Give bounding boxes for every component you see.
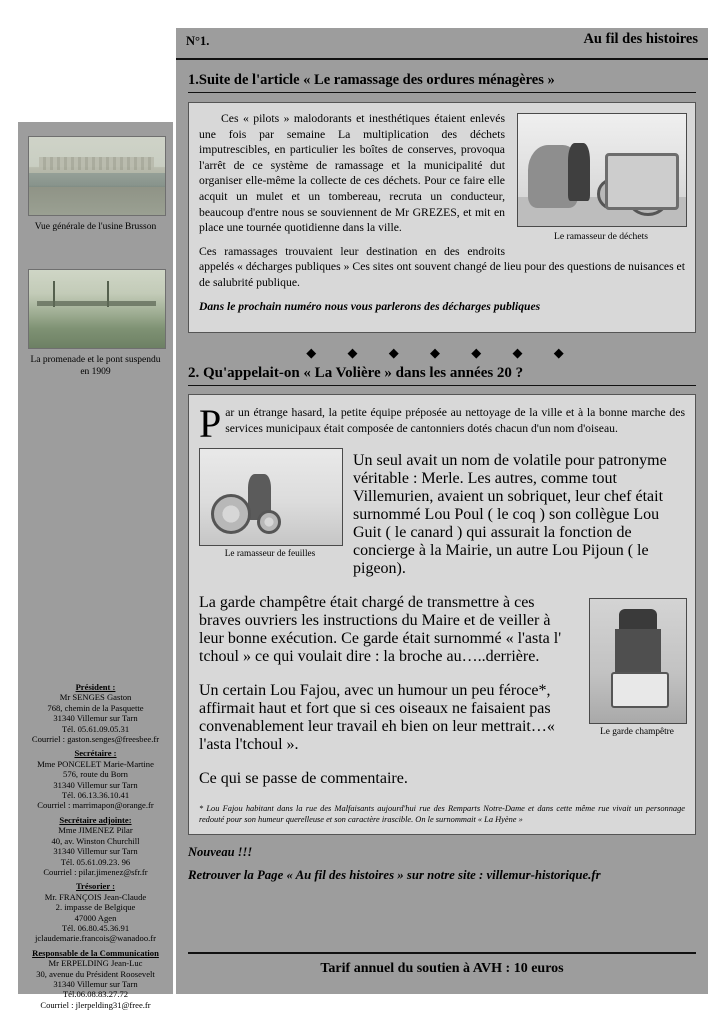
main-content (176, 28, 708, 994)
ramasseur-feuilles-image (199, 448, 343, 546)
cart-wheel-icon (257, 510, 281, 534)
contact-email[interactable]: Courriel : jlerpelding31@free.fr (40, 999, 151, 1010)
article1-body (188, 102, 696, 333)
article2-paragraph: Un certain Lou Fajou, avec un humour un peu féroce*, affirmait haut et fort que si ces oiseaux ne faisaient pas convenablement leur travail eh bien on leur mettrait…« l'asta l'tchoul ». (199, 682, 555, 754)
contact-email[interactable]: Courriel : gaston.senges@freesbee.fr (31, 734, 160, 745)
contact-line: Tél. 05.61.09.23. 96 (60, 856, 131, 867)
issue-number: N°1. (186, 34, 210, 48)
article2-footnote: * Lou Fajou habitant dans la rue des Malfaisants aujourd'hui rue des Remparts Notre-Dame et dans cette même rue vivait un personnage redouté pour son humeur querelleuse et son caractère irascible. On le surnommait « La Hyène » (199, 804, 685, 824)
article1-paragraph: Ces ramassages trouvaient leur destination en des endroits appelés « décharges publiques » Ces sites ont souvent changé de lieu pour des questions de nuisances et de salubrité publique. (199, 244, 685, 289)
contact-email[interactable]: Courriel : pilar.jimenez@sfr.fr (43, 866, 148, 877)
contacts-block (18, 682, 173, 1014)
article1-teaser: Dans le prochain numéro nous vous parlerons des décharges publiques (199, 299, 541, 313)
contact-role: Trésorier : (75, 881, 116, 892)
contact-role: Président : (75, 682, 116, 692)
figure-caption: Le garde champêtre (600, 727, 674, 738)
contact-line: 768, chemin de la Pasquette (47, 702, 144, 713)
promenade-pont-photo (28, 269, 166, 349)
contact-line: Tél. 06.80.45.36.91 (61, 922, 130, 933)
cart-wheel-icon (211, 494, 251, 534)
contact-email[interactable]: Courriel : marrimapon@orange.fr (37, 800, 154, 811)
contact-communication (18, 948, 173, 1010)
article2-paragraph: Ce qui se passe de commentaire. (199, 770, 408, 788)
article2-paragraph: Un seul avait un nom de volatile pour patronyme véritable : Merle. Les autres, comme tout Villemurien, avaient un sobriquet, leur chef était surnommé Lou Poul ( le coq ) son collègue Lou Guit ( le canard ) qui assurait la fonction de concierge à la Mairie, un autre Lou Pijoun ( le pigeon). (353, 452, 667, 578)
cart-wheel-icon (625, 170, 671, 216)
contact-line: 576, route du Born (63, 769, 128, 780)
article1-paragraph: Ces « pilots » malodorants et inesthétiques étaient enlevés une fois par semaine La multiplication des déchets imputrescibles, en particulier les boîtes de conserves, provoqua l'arrêt de ce système de ramassage et la municipalité dut organiser elle-même la collecte de ces déchets. Pour ce faire elle acquit un mulet et un tombereau, recruta un conducteur, beaucoup d'entre nous se souviennent de Mr GREZES, et mit en place une tournée quotidienne dans la ville. (199, 112, 505, 235)
contact-tresorier (18, 881, 173, 943)
contact-line: 2. impasse de Belgique (55, 902, 136, 913)
promenade-pont-caption: La promenade et le pont suspendu en 1909 (30, 355, 161, 377)
usine-brusson-caption: Vue générale de l'usine Brusson (34, 222, 157, 232)
sidebar-photo-2 (28, 269, 164, 378)
drum-shape (611, 672, 669, 708)
contact-line: 31340 Villemur sur Tarn (53, 846, 138, 857)
contact-email[interactable]: jclaudemarie.francois@wanadoo.fr (34, 933, 156, 944)
tarif-bar (188, 952, 696, 984)
diamond-divider: ◆ ◆ ◆ ◆ ◆ ◆ ◆ (306, 345, 578, 361)
figure-caption: Le ramasseur de feuilles (224, 549, 316, 560)
contact-line: Tél. 05.61.09.05.31 (61, 723, 130, 734)
contact-line: Mme PONCELET Marie-Martine (37, 758, 154, 769)
contact-secretaire-adjointe (18, 815, 173, 877)
masthead (176, 28, 708, 60)
uniform-shape (615, 629, 661, 679)
contact-line: 31340 Villemur sur Tarn (53, 978, 138, 989)
ramasseur-dechets-image (517, 113, 687, 227)
contact-role: Responsable de la Communication (32, 947, 159, 958)
contact-president (18, 682, 173, 744)
figure-ramasseur-dechets (517, 113, 685, 242)
usine-brusson-photo (28, 136, 166, 216)
man-shape (568, 143, 590, 201)
contact-secretaire (18, 748, 173, 810)
contact-line: 40, av. Winston Churchill (51, 835, 140, 846)
article1-heading: 1.Suite de l'article « Le ramassage des ordures ménagères » (188, 72, 696, 93)
article2-lead: Par un étrange hasard, la petite équipe préposée au nettoyage de la ville et à la bonne marche des services municipaux était composée de cantonniers dotés chacun d'un nom d'oiseau. (199, 401, 685, 447)
article2-paragraph: La garde champêtre était chargé de transmettre à ces braves ouvriers les instructions du Maire et de veiller à leur bonne exécution. Ce garde était surnommé « l'asta l' tchoul » ce qui voulait dire : la broche au…..derrière. (199, 594, 562, 666)
contact-line: 31340 Villemur sur Tarn (53, 779, 138, 790)
garde-champetre-image (589, 598, 687, 724)
figure-ramasseur-feuilles (199, 448, 341, 559)
website-link[interactable]: Retrouver la Page « Au fil des histoires » sur notre site : villemur-historique.fr (188, 867, 601, 882)
contact-role: Secrétaire adjointe: (59, 814, 132, 825)
sidebar-photo-1 (28, 136, 164, 233)
contact-line: 47000 Agen (74, 912, 117, 923)
newsletter-title: Au fil des histoires (583, 31, 698, 47)
figure-caption: Le ramasseur de déchets (553, 231, 649, 242)
contact-line: Tél. 06.13.36.10.41 (61, 790, 130, 801)
contact-role: Secrétaire : (74, 748, 117, 759)
contact-line: Mr SENGES Gaston (59, 692, 132, 703)
article2-heading: 2. Qu'appelait-on « La Volière » dans les années 20 ? (188, 365, 696, 386)
sidebar (18, 122, 173, 1010)
contact-line: 31340 Villemur sur Tarn (53, 713, 138, 724)
tarif-text: Tarif annuel du soutien à AVH : 10 euros (320, 961, 564, 976)
figure-garde-champetre (589, 598, 685, 737)
contact-line: 30, avenue du Président Roosevelt (36, 968, 155, 979)
cart-wheel-icon (597, 178, 629, 210)
contact-line: Mr ERPELDING Jean-Luc (48, 958, 143, 969)
contact-line: Tél.06.08.83.27.72 (62, 989, 129, 1000)
contact-line: Mme JIMENEZ Pilar (58, 825, 133, 836)
contact-line: Mr. FRANÇOIS Jean-Claude (44, 891, 147, 902)
hat-shape (619, 609, 657, 629)
article2-body (188, 394, 696, 834)
nouveau-label: Nouveau !!! (188, 844, 253, 859)
